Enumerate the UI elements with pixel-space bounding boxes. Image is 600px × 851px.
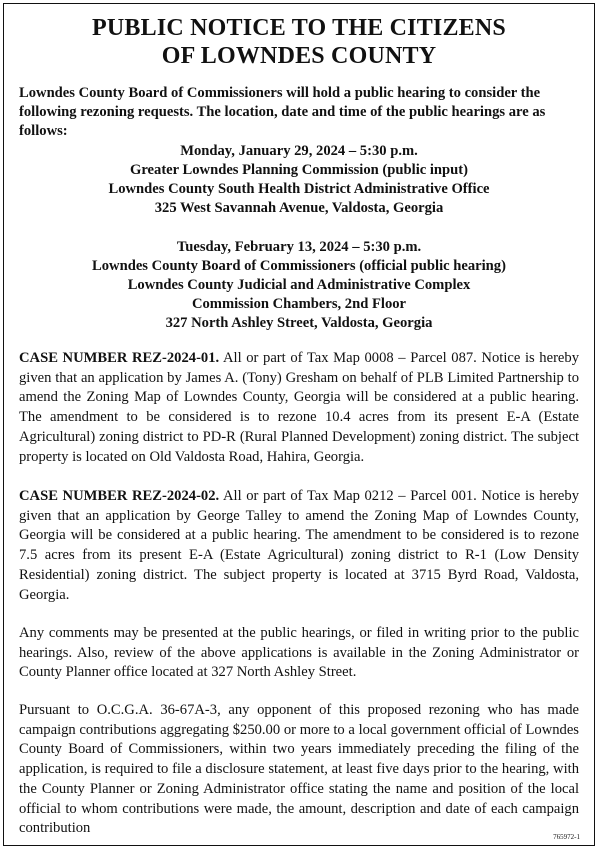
case-2-text: All or part of Tax Map 0212 – Parcel 001. Notice is hereby given that an application by George Talley to amend the Zoning Map of Lowndes County, Georgia will be considered at a public hearing. The amendment to be considered is to rezone 7.5 acres from its present E-A (Estate Agricultural) zoning district to R-1 (Low Density Residential) zoning district. The subject property is located at 3715 Byrd Road, Valdosta, Georgia. (19, 488, 579, 603)
hearing-1-body: Greater Lowndes Planning Commission (public input) (129, 162, 468, 178)
disclosure-paragraph: Pursuant to O.C.G.A. 36-67A-3, any opponent of this proposed rezoning who has made campaign contributions aggregating $250.00 or more to a local government official of Lowndes County Board of Commissioners, within two years immediately preceding the filing of the application, is required to file a disclosure statement, at least five days prior to the hearing, with the County Planner or Zoning Administrator office stating the name and position of the local official to whom contributions were made, the amount, description and date of each campaign contribution (19, 702, 579, 837)
comments-paragraph: Any comments may be presented at the public hearings, or filed in writing prior to the public hearings. Also, review of the above applications is available in the Zoning Administrator or County Planner office located at 327 North Ashley Street. (19, 625, 579, 681)
case-1-text: All or part of Tax Map 0008 – Parcel 087. Notice is hereby given that an application by James A. (Tony) Gresham on behalf of PLB Limited Partnership to amend the Zoning Map of Lowndes County, Georgia will be considered at a public hearing. The amendment to be considered is to rezone 10.4 acres from its present E-A (Estate Agricultural) zoning district to PD-R (Rural Planned Development) zoning district. The subject property is located on Old Valdosta Road, Hahira, Georgia. (19, 350, 579, 465)
public-notice (3, 3, 595, 846)
hearing-2-body: Lowndes County Board of Commissioners (official public hearing) (92, 258, 506, 274)
notice-title (4, 14, 594, 70)
title-line-1: PUBLIC NOTICE TO THE CITIZENS (92, 15, 506, 41)
title-line-2: OF LOWNDES COUNTY (161, 43, 437, 69)
hearing-1-date: Monday, January 29, 2024 – 5:30 p.m. (180, 143, 418, 159)
hearing-1-venue: Lowndes County South Health District Administrative Office (108, 181, 490, 197)
hearing-1 (4, 142, 594, 218)
hearing-2-venue: Lowndes County Judicial and Administrative Complex (127, 277, 471, 293)
intro-paragraph: Lowndes County Board of Commissioners will hold a public hearing to consider the following rezoning requests. The location, date and time of the public hearings are as follows: (19, 85, 546, 139)
hearing-2-address: 327 North Ashley Street, Valdosta, Georgia (165, 315, 433, 331)
case-2-number: CASE NUMBER REZ-2024-02. (19, 488, 220, 504)
case-1-paragraph (19, 349, 579, 467)
case-1-number: CASE NUMBER REZ-2024-01. (19, 350, 220, 366)
hearing-2-room: Commission Chambers, 2nd Floor (191, 296, 407, 312)
reference-number: 765972-1 (553, 833, 580, 841)
case-2-paragraph (19, 487, 579, 605)
hearing-2-date: Tuesday, February 13, 2024 – 5:30 p.m. (176, 239, 422, 255)
hearing-2 (4, 238, 594, 333)
hearing-1-address: 325 West Savannah Avenue, Valdosta, Georgia (154, 200, 444, 216)
